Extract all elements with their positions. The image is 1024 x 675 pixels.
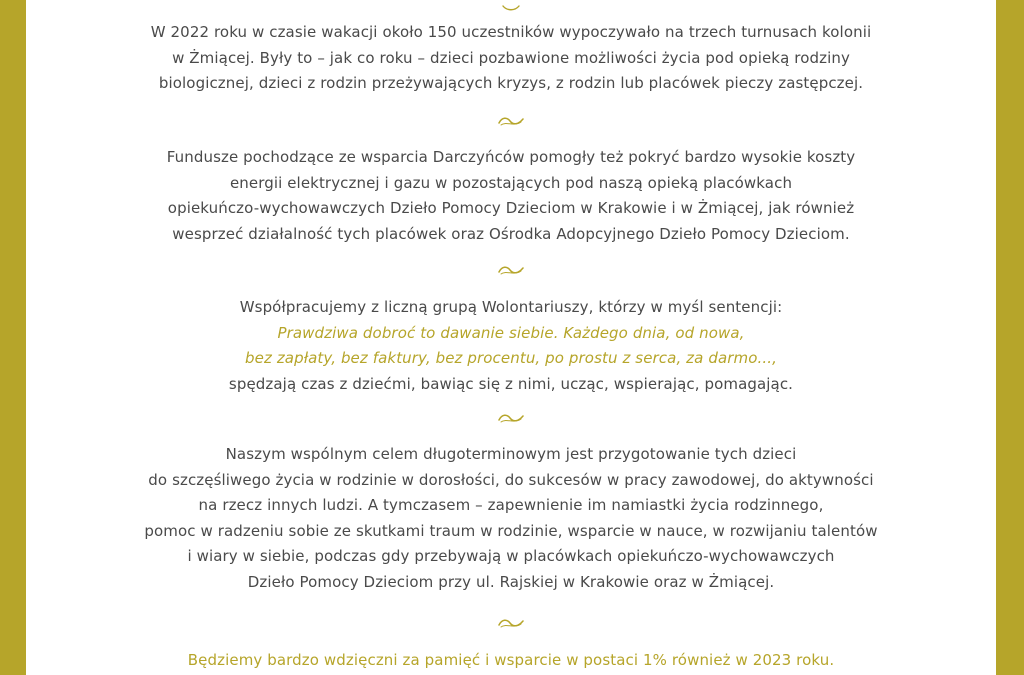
document-page (26, 0, 996, 675)
text-line: Współpracujemy z liczną grupą Wolontariuszy, którzy w myśl sentencji: (239, 298, 783, 316)
flourish-icon (498, 115, 524, 127)
text-line: spędzają czas z dziećmi, bawiąc się z nimi, ucząc, wspierając, pomagając. (228, 374, 794, 393)
text-line: biologicznej, dzieci z rodzin przeżywających kryzys, z rodzin lub placówek pieczy zastępczej. (158, 74, 864, 92)
text-line: pomoc w radzeniu sobie ze skutkami traum w rodzinie, wsparcie w nauce, w rozwijaniu talentów (144, 521, 878, 540)
text-line: do szczęśliwego życia w rodzinie w dorosłości, do sukcesów w pracy zawodowej, do aktywności (148, 470, 874, 489)
quote-line: Prawdziwa dobroć to dawanie siebie. Każdego dnia, od nowa, (277, 323, 745, 342)
text-line: w Żmiącej. Były to – jak co roku – dzieci pozbawione możliwości życia pod opieką rodziny (172, 48, 850, 67)
flourish-icon (498, 412, 524, 424)
paragraph-volunteers (26, 295, 996, 397)
text-line: i wiary w siebie, podczas gdy przebywają w placówkach opiekuńczo-wychowawczych (187, 547, 835, 565)
flourish-icon (498, 617, 524, 629)
text-line: Fundusze pochodzące ze wsparcia Darczyńców pomogły też pokryć bardzo wysokie koszty (166, 148, 856, 166)
text-line: wesprzeć działalność tych placówek oraz Ośrodka Adopcyjnego Dzieło Pomocy Dzieciom. (172, 224, 850, 243)
paragraph-summer-camps (26, 20, 996, 97)
text-line: W 2022 roku w czasie wakacji około 150 uczestników wypoczywało na trzech turnusach kolonii (150, 23, 872, 41)
text-line: Naszym wspólnym celem długoterminowym jest przygotowanie tych dzieci (225, 445, 797, 463)
text-line: Dzieło Pomocy Dzieciom przy ul. Rajskiej w Krakowie oraz w Żmiącej. (247, 572, 775, 591)
text-line: na rzecz innych ludzi. A tymczasem – zapewnienie im namiastki życia rodzinnego, (198, 496, 824, 514)
paragraph-thanks (26, 648, 996, 674)
text-line: opiekuńczo-wychowawczych Dzieło Pomocy Dzieciom w Krakowie i w Żmiącej, jak również (167, 199, 855, 217)
text-line: Będziemy bardzo wdzięczni za pamięć i wsparcie w postaci 1% również w 2023 roku. (187, 651, 835, 669)
flourish-icon (498, 264, 524, 276)
quote-line: bez zapłaty, bez faktury, bez procentu, po prostu z serca, za darmo..., (245, 349, 777, 367)
paragraph-donor-funds (26, 145, 996, 247)
flourish-icon (502, 0, 520, 5)
paragraph-long-term-goal (26, 442, 996, 595)
text-line: energii elektrycznej i gazu w pozostających pod naszą opieką placówkach (229, 173, 793, 192)
